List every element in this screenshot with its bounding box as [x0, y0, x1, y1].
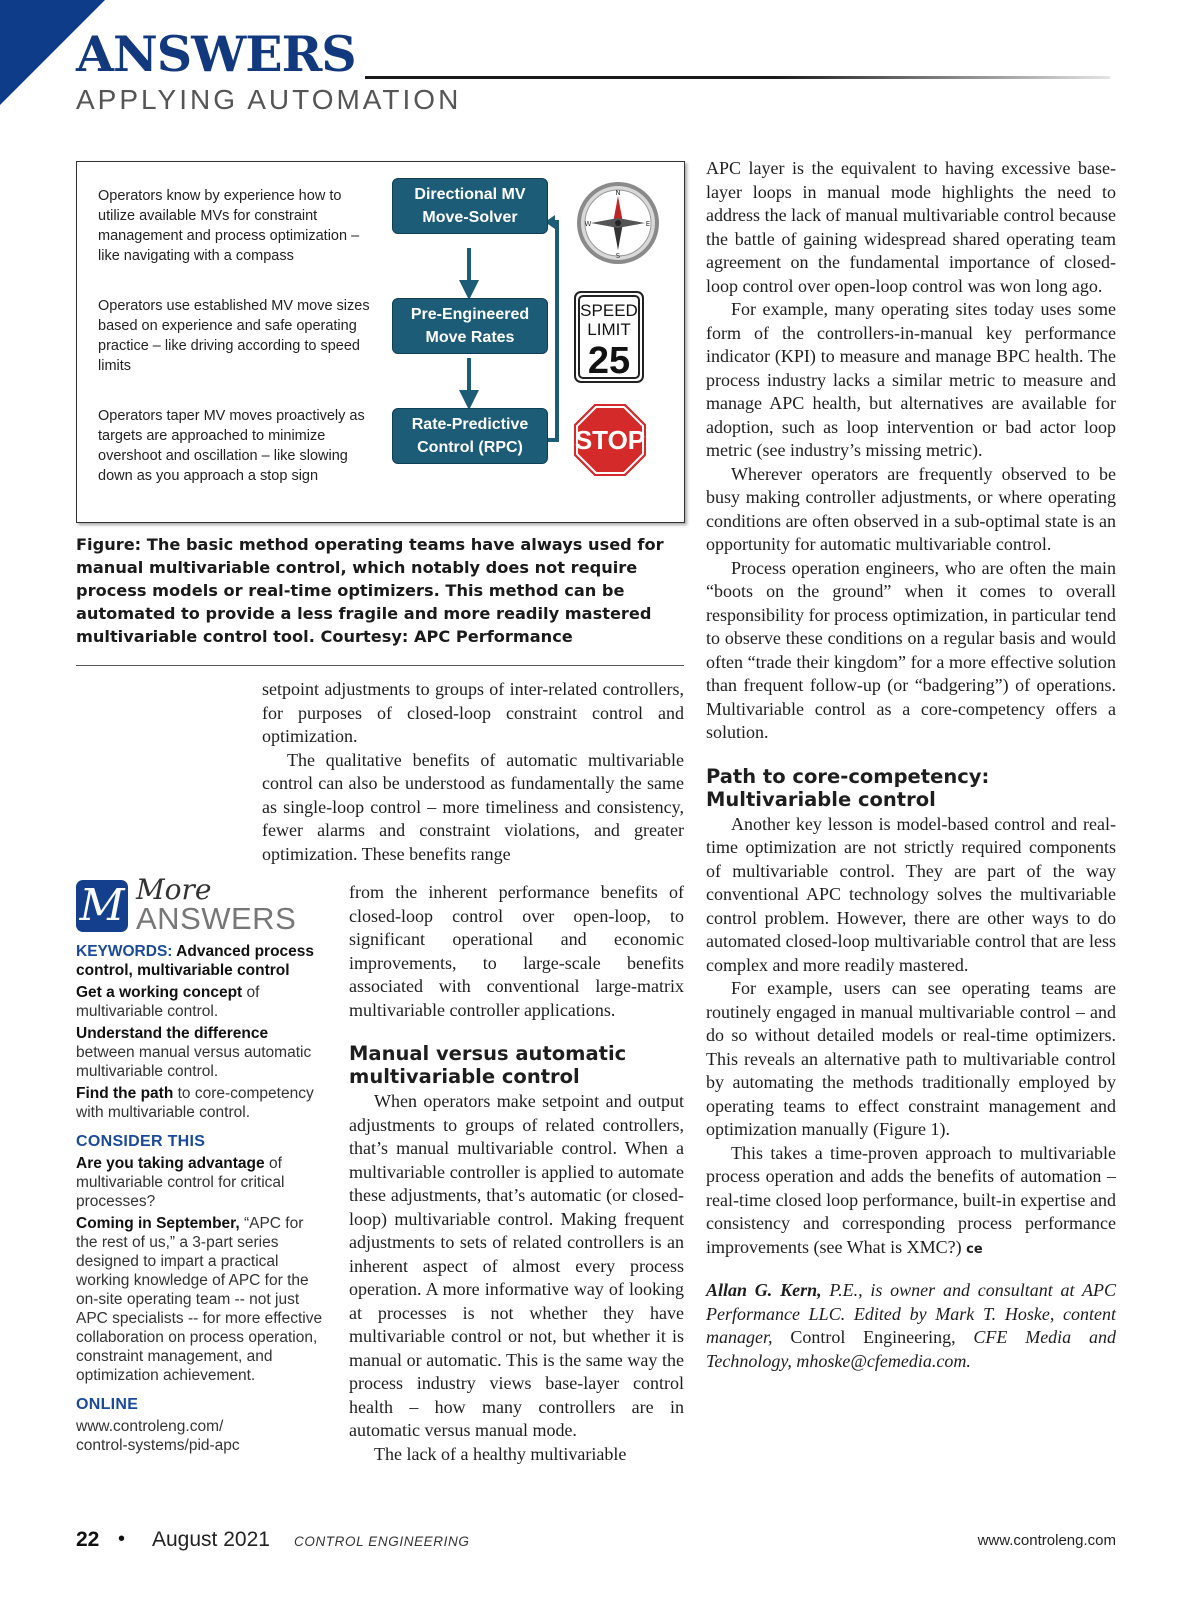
- section-subtitle: APPLYING AUTOMATION: [76, 84, 462, 115]
- right-column: [706, 157, 1116, 1373]
- end-mark: ce: [966, 1241, 983, 1257]
- compass-n: N: [615, 189, 621, 197]
- feedback-loop-arrow: [547, 222, 557, 440]
- sidebar-item-text: of multivariable control for critical processes?: [76, 1155, 285, 1210]
- logo-answers: ANSWERS: [136, 901, 297, 936]
- speed-limit-sign-icon: [574, 291, 644, 383]
- paragraph: The qualitative benefits of automatic multivariable control can also be understood as fundamentally the same as single-loop control – more timeliness and consistency, fewer alarms and constraint violations, and greater optimization. These benefits range: [262, 749, 684, 864]
- author-bio-text-2: CFE Media and Technology, mhoske@cfemedia.com.: [706, 1327, 1116, 1371]
- box-pre-engineered: Pre-Engineered Move Rates: [392, 298, 548, 354]
- box-directional-mv: Directional MV Move-Solver: [392, 178, 548, 234]
- sidebar-item: [76, 1024, 326, 1081]
- keywords-label: KEYWORDS:: [76, 943, 173, 960]
- paragraph: Wherever operators are frequently observed to be busy making controller adjustments, or where operating conditions are often observed in a sub-optimal state is an opportunity for automatic multivariable control.: [706, 463, 1116, 554]
- speed-sign-value: 25: [587, 340, 631, 382]
- publication-name: Control Engineering,: [790, 1327, 956, 1347]
- middle-column-top: [262, 678, 684, 866]
- caption-rule: [76, 665, 684, 666]
- keywords-text: Advanced process control, multivariable control: [76, 943, 315, 979]
- author-name: Allan G. Kern,: [706, 1280, 822, 1300]
- more-answers-logo: [76, 873, 326, 938]
- compass-w: W: [584, 220, 592, 228]
- heading-path-to-core-competency: Path to core-competency: Multivariable control: [706, 764, 990, 811]
- keywords: [76, 942, 326, 980]
- sidebar-item: [76, 1154, 326, 1211]
- compass-e: E: [645, 220, 651, 228]
- paragraph-final: [706, 1142, 1116, 1262]
- paragraph: APC layer is the equivalent to having excessive base-layer loops in manual mode highlights the need to address the lack of manual multivariable control because the battle of gaining widespread shared operating team agreement on the fundamental importance of closed-loop control over open-loop control was won long ago.: [706, 158, 1116, 296]
- page-number: 22: [76, 1528, 100, 1551]
- paragraph: Process operation engineers, who are often the main “boots on the ground” when it comes to overall responsibility for process optimization, in particular tend to observe these conditions on a regular basis and would often “trade their kingdom” for a more effective solution than frequent follow-up (or “badgering”) of operations. Multivariable control as a core-competency offers a solution.: [706, 557, 1116, 742]
- stop-sign-text: STOP: [574, 425, 646, 455]
- sidebar-item: [76, 1214, 326, 1385]
- sidebar-item-bold: Understand the difference: [76, 1025, 269, 1042]
- footer-bullet: •: [118, 1528, 126, 1550]
- figure-row-text-1: Operators know by experience how to utilize available MVs for constraint management and process optimization – like navigating with a compass: [98, 188, 360, 264]
- issue-date: August 2021: [152, 1528, 270, 1551]
- consider-this-heading: CONSIDER THIS: [76, 1133, 206, 1150]
- heading-manual-vs-automatic: Manual versus automatic multivariable control: [349, 1042, 627, 1088]
- compass-s: S: [615, 252, 621, 260]
- speed-sign-line2: LIMIT: [587, 320, 631, 339]
- sidebar-item-text: of multivariable control.: [76, 984, 260, 1020]
- magazine-name: CONTROL ENGINEERING: [294, 1534, 470, 1549]
- figure-row-text-3: Operators taper MV moves proactively as targets are approached to minimize overshoot and oscillation – like slowing down as you approach a stop sign: [98, 408, 365, 484]
- sidebar-item-bold: Get a working concept: [76, 984, 243, 1001]
- sidebar-item: [76, 983, 326, 1021]
- sidebar-item-bold: Find the path: [76, 1085, 174, 1102]
- paragraph: from the inherent performance benefits of closed-loop control over open-loop, to significant operational and economic improvements, to large-scale benefits associated with conventional large-matrix multivariable controller applications.: [349, 882, 684, 1020]
- figure-row-text-2: Operators use established MV move sizes based on experience and safe operating practice – like driving according to speed limits: [98, 298, 370, 374]
- section-title: ANSWERS: [76, 25, 356, 83]
- sidebar-item-bold: Coming in September,: [76, 1215, 240, 1232]
- online-heading: ONLINE: [76, 1396, 139, 1413]
- box-rpc: Rate-Predictive Control (RPC): [392, 408, 548, 464]
- sidebar-item-text: between manual versus automatic multivariable control.: [76, 1044, 312, 1080]
- sidebar-item: [76, 1084, 326, 1122]
- author-bio: [706, 1279, 1116, 1373]
- footer-url[interactable]: www.controleng.com: [977, 1532, 1116, 1549]
- middle-column-lower: [349, 881, 684, 1466]
- online-url-line1[interactable]: www.controleng.com/: [76, 1418, 224, 1435]
- compass-icon: [575, 180, 661, 266]
- more-answers-sidebar: [76, 873, 326, 1455]
- sidebar-item-bold: Are you taking advantage: [76, 1155, 265, 1172]
- paragraph: When operators make setpoint and output adjustments to groups of related controllers, that’s manual multivariable control. When a multivariable controller is applied to automate these adjustments, that’s automatic (or closed-loop) multivariable control. Making frequent adjustments to sets of related controllers is an inherent aspect of almost every process operation. A more informative way of looking at processes is not whether they have multivariable control or not, but whether it is manual or automatic. This is the same way the process industry views base-layer control health – how many controllers are in automatic versus manual mode.: [349, 1091, 684, 1440]
- paragraph: For example, many operating sites today uses some form of the controllers-in-manual key performance indicator (KPI) to measure and manage BPC health. The process industry lacks a similar metric to measure and manage APC health, but alternatives are available for adoption, such as loop intervention or bad actor loop metric (see industry’s missing metric).: [706, 299, 1116, 460]
- online-link[interactable]: [76, 1417, 326, 1455]
- stop-sign-icon: [572, 402, 648, 478]
- logo-more: More: [136, 873, 212, 906]
- paragraph: Another key lesson is model-based control and real-time optimization are not strictly required components of multivariable control. They are part of the way conventional APC technology solves the multivariable control problem. However, there are other ways to do automated closed-loop multivariable control that are less complex and more readily mastered.: [706, 813, 1116, 975]
- figure-caption: Figure: The basic method operating teams have always used for manual multivariable control, which notably does not require process models or real-time optimizers. This method can be automated to provide a less fragile and more readily mastered multivariable control tool. Courtesy: APC Performance: [76, 535, 664, 646]
- logo-letter: M: [76, 880, 128, 932]
- figure-diagram: [76, 161, 685, 523]
- final-paragraph-text: This takes a time-proven approach to multivariable process operation and adds the benefits of automation – real-time closed loop performance, built-in expertise and consistency and corresponding process performance improvements (see What is XMC?): [706, 1142, 1116, 1257]
- page-footer: [76, 1528, 1116, 1552]
- author-bio-text: P.E., is owner and consultant at APC Performance LLC. Edited by Mark T. Hoske, content manager,: [706, 1280, 1116, 1347]
- sidebar-item-text: “APC for the rest of us,” a 3-part series designed to impart a practical working knowledge of APC for the on-site operating team -- not just APC specialists -- for more effective collaboration on process operation, constraint management, and optimization achievement.: [76, 1215, 323, 1384]
- header-rule: [365, 76, 1110, 79]
- paragraph: For example, users can see operating teams are routinely engaged in manual multivariable control – and do so without detailed models or real-time optimizers. This reveals an alternative path to multivariable control by automating the methods traditionally employed by operating teams to effect constraint management and optimization manually (Figure 1).: [706, 978, 1116, 1139]
- speed-sign-line1: SPEED: [580, 301, 638, 320]
- paragraph: setpoint adjustments to groups of inter-related controllers, for purposes of closed-loop constraint control and optimization.: [262, 679, 684, 746]
- paragraph: The lack of a healthy multivariable: [374, 1443, 627, 1464]
- online-url-line2[interactable]: control-systems/pid-apc: [76, 1437, 240, 1454]
- sidebar-item-text: to core-competency with multivariable control.: [76, 1085, 314, 1121]
